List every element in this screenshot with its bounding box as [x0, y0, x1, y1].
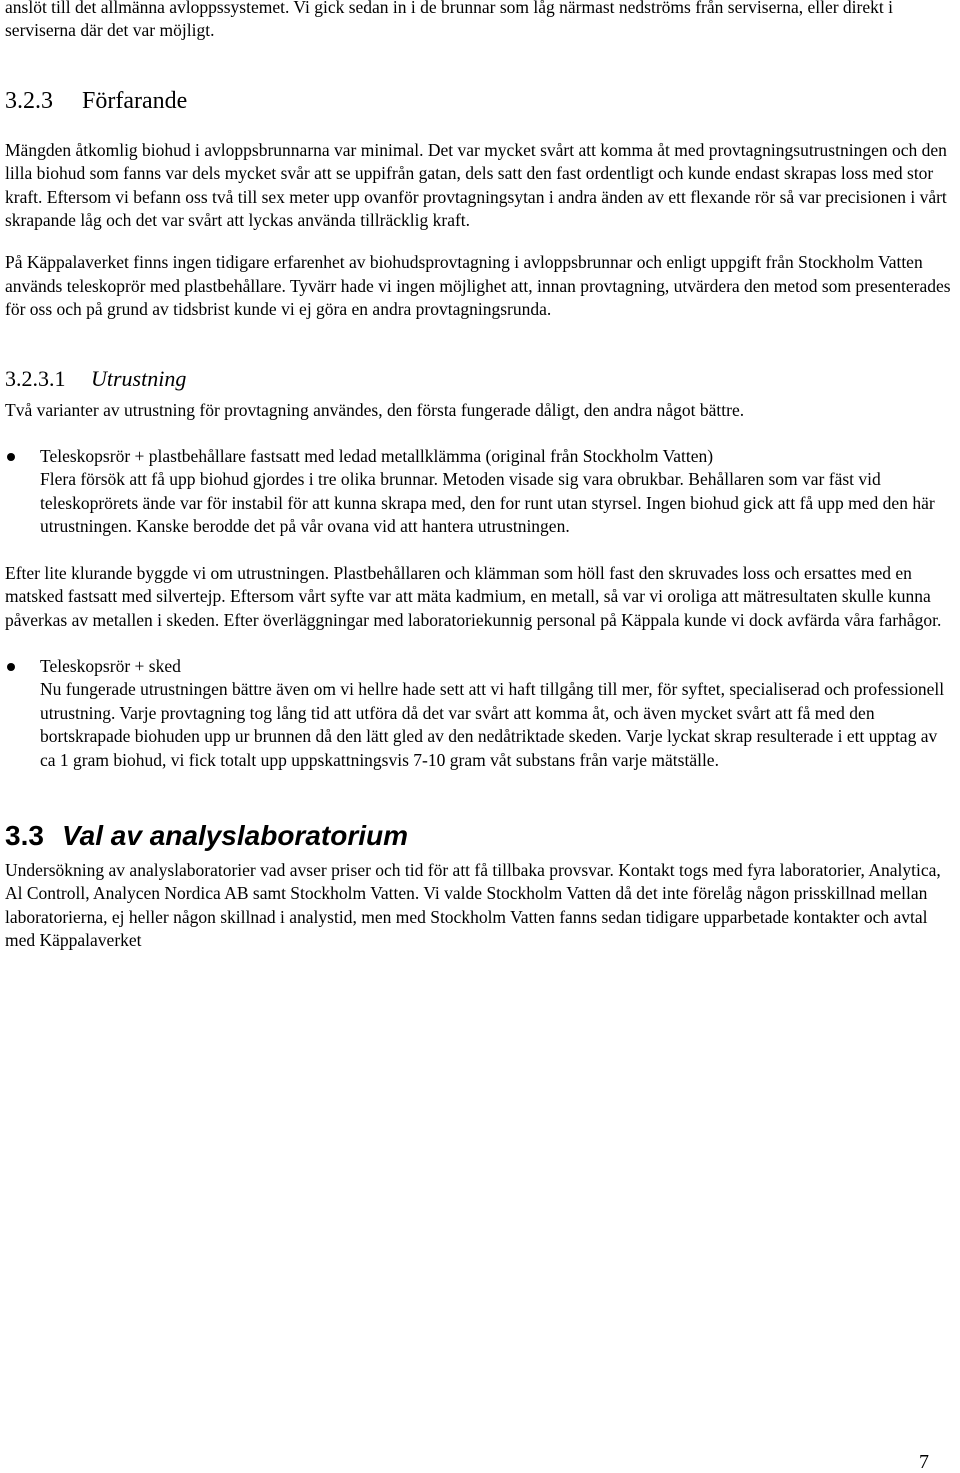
- heading-3-2-3-1: [5, 366, 957, 392]
- heading-title: Förfarande: [82, 87, 188, 114]
- heading-3-3: [5, 820, 957, 852]
- heading-3-2-3: [5, 87, 957, 115]
- heading-number: 3.2.3: [5, 87, 53, 114]
- paragraph-forfarande-2: På Käppalaverket finns ingen tidigare erfarenhet av biohudsprovtagning i avloppsbrunnar och enligt uppgift från Stockholm Vatten används teleskoprör med plastbehållare. Tyvärr hade vi ingen möjlighet att, innan provtagning, utvärdera den metod som presenterades för oss och på grund av tidsbrist kunde vi ej göra en andra provtagningsrunda.: [5, 252, 951, 320]
- document-page: [5, 0, 957, 953]
- bullet-item-plastbehallare: [5, 445, 957, 539]
- intro-paragraph: anslöt till det allmänna avloppssystemet. Vi gick sedan in i de brunnar som låg närmast nedströms från serviserna, eller direkt i serviserna där det var möjligt.: [5, 0, 893, 41]
- paragraph-ombyggnad: Efter lite klurande byggde vi om utrustningen. Plastbehållaren och klämman som höll fast den skruvades loss och ersattes med en matsked fastsatt med silvertejp. Eftersom vårt syfte var att mäta kadmium, en metall, så var vi oroliga att mätresultaten skulle kunna påverkas av metallen i skeden. Efter överläggningar med laboratoriekunnig personal på Käppala kunde vi dock avfärda våra farhågor.: [5, 562, 942, 630]
- bullet-head-text: Teleskopsrör + plastbehållare fastsatt med ledad metallklämma (original från Stockholm Vatten): [40, 446, 714, 467]
- bullet-body-text: Flera försök att få upp biohud gjordes i tre olika brunnar. Metoden visade sig vara obrukbar. Behållaren som var fäst vid teleskoprörets ände var för instabil för att kunna skrapa med, den for runt utan styrsel. Ingen biohud gick att få upp med den här utrustningen. Kanske berodde det på vår ovana vid att hantera utrustningen.: [40, 469, 935, 537]
- bullet-head-text: Teleskopsrör + sked: [40, 655, 181, 676]
- bullet-body-text: Nu fungerade utrustningen bättre även om vi hellre hade sett att vi haft tillgång till mer, för syftet, specialiserad och professionell utrustning. Varje provtagning tog lång tid att utföra då det var svårt att komma åt, och även mycket svårt att få med den bortskrapade biohuden upp ur brunnen då den lätt gled av den nedåtriktade skeden. Varje lyckat skrap resulterade i ett upptag av ca 1 gram biohud, vi fick totalt upp uppskattningsvis 7-10 gram våt substans från varje mätställe.: [40, 679, 945, 770]
- heading-number: 3.2.3.1: [5, 365, 66, 391]
- paragraph-forfarande-1: Mängden åtkomlig biohud i avloppsbrunnarna var minimal. Det var mycket svårt att komma åt med provtagningsutrustningen och den lilla biohud som fanns var dels mycket svår att se uppifrån gatan, dels satt den fast ordentligt och kunde endast skrapas loss med stor kraft. Eftersom vi befann oss två till sex meter upp ovanför provtagningsytan i andra änden av ett flexande rör så var precisionen i vårt skrapande låg och det var svårt att lyckas använda tillräcklig kraft.: [5, 139, 947, 231]
- heading-title: Utrustning: [91, 365, 187, 391]
- page-number: 7: [919, 1451, 929, 1473]
- bullet-icon: [7, 453, 15, 461]
- heading-title: Val av analyslaboratorium: [62, 819, 408, 851]
- bullet-icon: [7, 663, 15, 671]
- heading-number: 3.3: [5, 819, 44, 851]
- bullet-item-sked: [5, 655, 957, 772]
- paragraph-analyslaboratorium: Undersökning av analyslaboratorier vad avser priser och tid för att få tillbaka provsvar. Kontakt togs med fyra laboratorier, Analytica, Al Controll, Analycen Nordica AB samt Stockholm Vatten. Vi valde Stockholm Vatten då det inte förelåg någon prisskillnad mellan laboratorierna, ej heller någon skillnad i analystid, men med Stockholm Vatten fanns sedan tidigare upparbetade kontakter och avtal med Käppalaverket: [5, 859, 941, 951]
- paragraph-utrustning-intro: Två varianter av utrustning för provtagning användes, den första fungerade dåligt, den andra något bättre.: [5, 399, 745, 420]
